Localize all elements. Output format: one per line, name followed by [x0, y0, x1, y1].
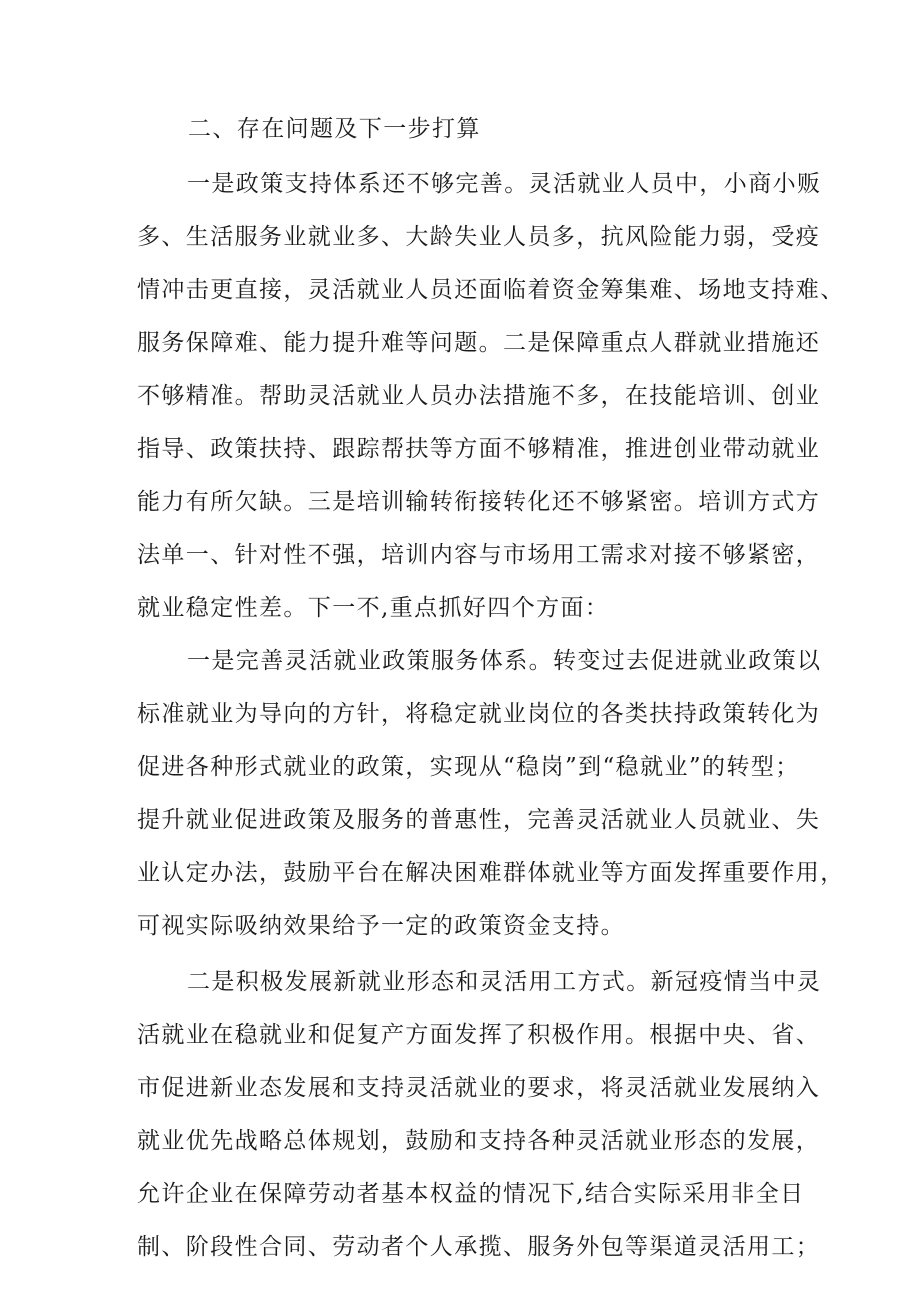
paragraph-line: 多、生活服务业就业多、大龄失业人员多，抗风险能力弱，受疫	[137, 224, 821, 250]
paragraph-line: 不够精准。帮助灵活就业人员办法措施不多，在技能培训、创业	[137, 383, 821, 409]
paragraph-line: 可视实际吸纳效果给予一定的政策资金支持。	[137, 913, 625, 939]
section-heading: 二、存在问题及下一步打算	[188, 116, 481, 142]
paragraph-line: 法单一、针对性不强，培训内容与市场用工需求对接不够紧密，	[137, 542, 821, 568]
paragraph-line: 指导、政策扶持、跟踪帮扶等方面不够精准，推进创业带动就业	[137, 436, 821, 462]
paragraph-line: 促进各种形式就业的政策，实现从“稳岗”到“稳就业”的转型；	[137, 754, 800, 780]
paragraph-line: 业认定办法，鼓励平台在解决困难群体就业等方面发挥重要作用，	[137, 860, 845, 886]
paragraph-line: 二是积极发展新就业形态和灵活用工方式。新冠疫情当中灵	[187, 969, 822, 995]
paragraph-line: 就业稳定性差。下一不,重点抓好四个方面：	[137, 595, 610, 621]
paragraph-line: 提升就业促进政策及服务的普惠性，完善灵活就业人员就业、失	[137, 807, 821, 833]
paragraph-line: 标准就业为导向的方针，将稳定就业岗位的各类扶持政策转化为	[137, 701, 821, 727]
paragraph-line: 活就业在稳就业和促复产方面发挥了积极作用。根据中央、省、	[137, 1022, 821, 1048]
paragraph-line: 一是政策支持体系还不够完善。灵活就业人员中，小商小贩	[187, 171, 822, 197]
paragraph-line: 允许企业在保障劳动者基本权益的情况下,结合实际采用非全日	[137, 1181, 805, 1207]
paragraph-line: 就业优先战略总体规划，鼓励和支持各种灵活就业形态的发展，	[137, 1128, 821, 1154]
paragraph-line: 能力有所欠缺。三是培训输转衔接转化还不够紧密。培训方式方	[137, 489, 821, 515]
paragraph-line: 服务保障难、能力提升难等问题。二是保障重点人群就业措施还	[137, 330, 821, 356]
paragraph-line: 情冲击更直接，灵活就业人员还面临着资金筹集难、场地支持难、	[137, 277, 845, 303]
paragraph-line: 制、阶段性合同、劳动者个人承揽、服务外包等渠道灵活用工；	[137, 1234, 821, 1260]
paragraph-line: 市促进新业态发展和支持灵活就业的要求，将灵活就业发展纳入	[137, 1075, 821, 1101]
paragraph-line: 一是完善灵活就业政策服务体系。转变过去促进就业政策以	[187, 648, 822, 674]
